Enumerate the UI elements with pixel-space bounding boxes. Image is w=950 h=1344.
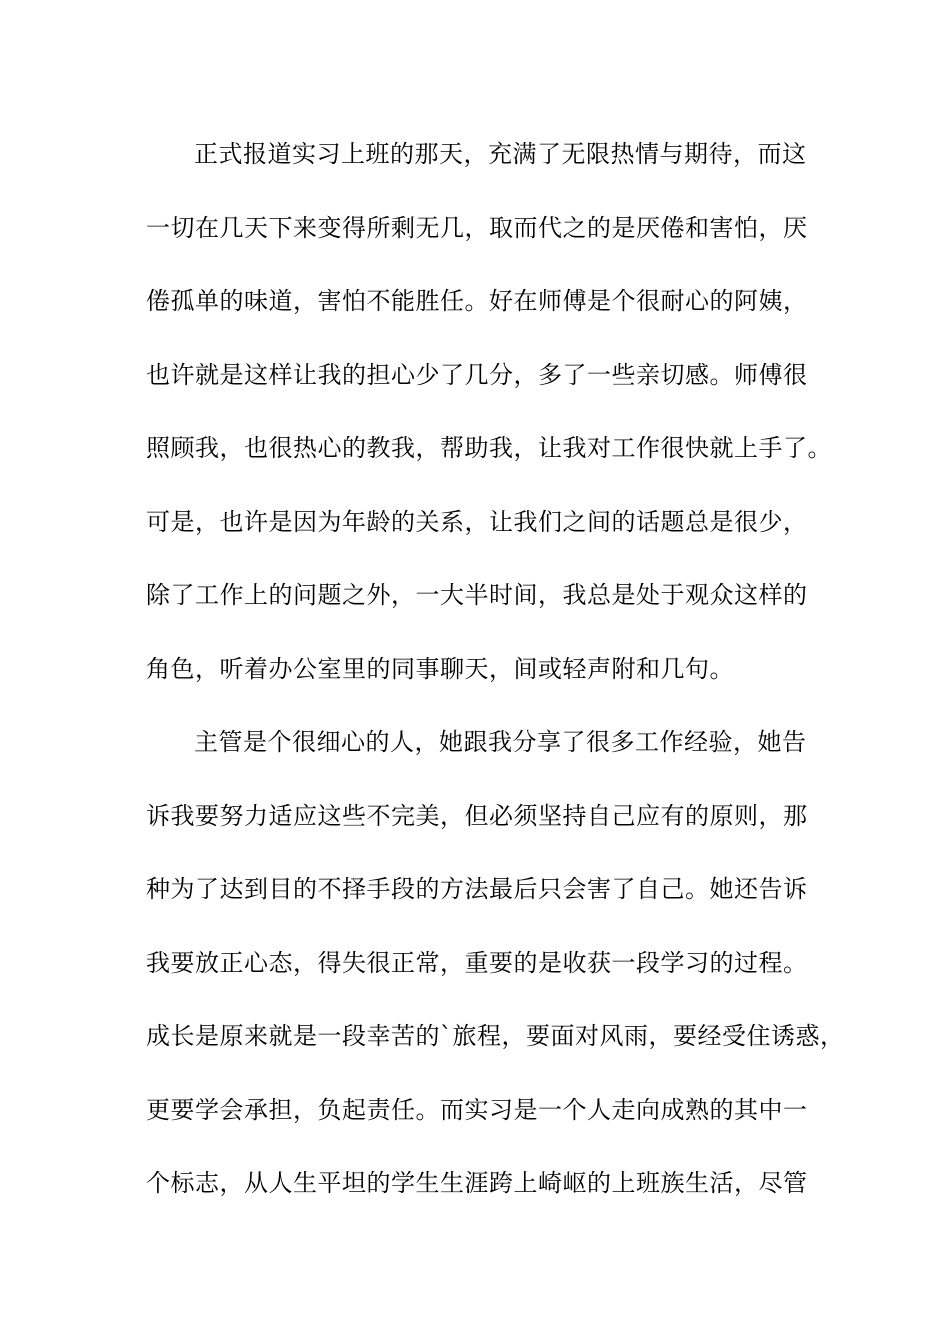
paragraph-2-line-6: 更要学会承担，负起责任。而实习是一个人走向成熟的其中一 xyxy=(146,1095,808,1124)
paragraph-1-line-8: 角色，听着办公室里的同事聊天，间或轻声附和几句。 xyxy=(146,654,734,683)
paragraph-1-line-5: 照顾我，也很热心的教我，帮助我，让我对工作很快就上手了。 xyxy=(146,434,832,462)
paragraph-1-line-3: 倦孤单的味道，害怕不能胜任。好在师傅是个很耐心的阿姨， xyxy=(146,287,808,315)
paragraph-1-line-7: 除了工作上的问题之外，一大半时间，我总是处于观众这样的 xyxy=(146,581,808,609)
body-text xyxy=(146,130,845,1233)
paragraph-2-line-7: 个标志，从人生平坦的学生生涯跨上崎岖的上班族生活，尽管 xyxy=(146,1169,808,1197)
paragraph-2-line-2: 诉我要努力适应这些不完美，但必须坚持自己应有的原则，那 xyxy=(146,801,808,830)
paragraph-1-line-4: 也许就是这样让我的担心少了几分，多了一些亲切感。师傅很 xyxy=(146,360,808,389)
paragraph-2-line-4: 我要放正心态，得失很正常，重要的是收获一段学习的过程。 xyxy=(146,948,808,977)
paragraph-1-line-6: 可是，也许是因为年龄的关系，让我们之间的话题总是很少， xyxy=(146,507,808,536)
paragraph-2-line-3: 种为了达到目的不择手段的方法最后只会害了自己。她还告诉 xyxy=(146,875,808,903)
paragraph-1-line-1: 正式报道实习上班的那天，充满了无限热情与期待，而这 xyxy=(194,140,807,168)
paragraph-1-line-2: 一切在几天下来变得所剩无几，取而代之的是厌倦和害怕，厌 xyxy=(146,213,808,242)
paragraph-2-line-1: 主管是个很细心的人，她跟我分享了很多工作经验，她告 xyxy=(194,728,807,756)
paragraph-2-line-5: 成长是原来就是一段幸苦的`旅程，要面对风雨，要经受住诱惑， xyxy=(146,1022,845,1050)
